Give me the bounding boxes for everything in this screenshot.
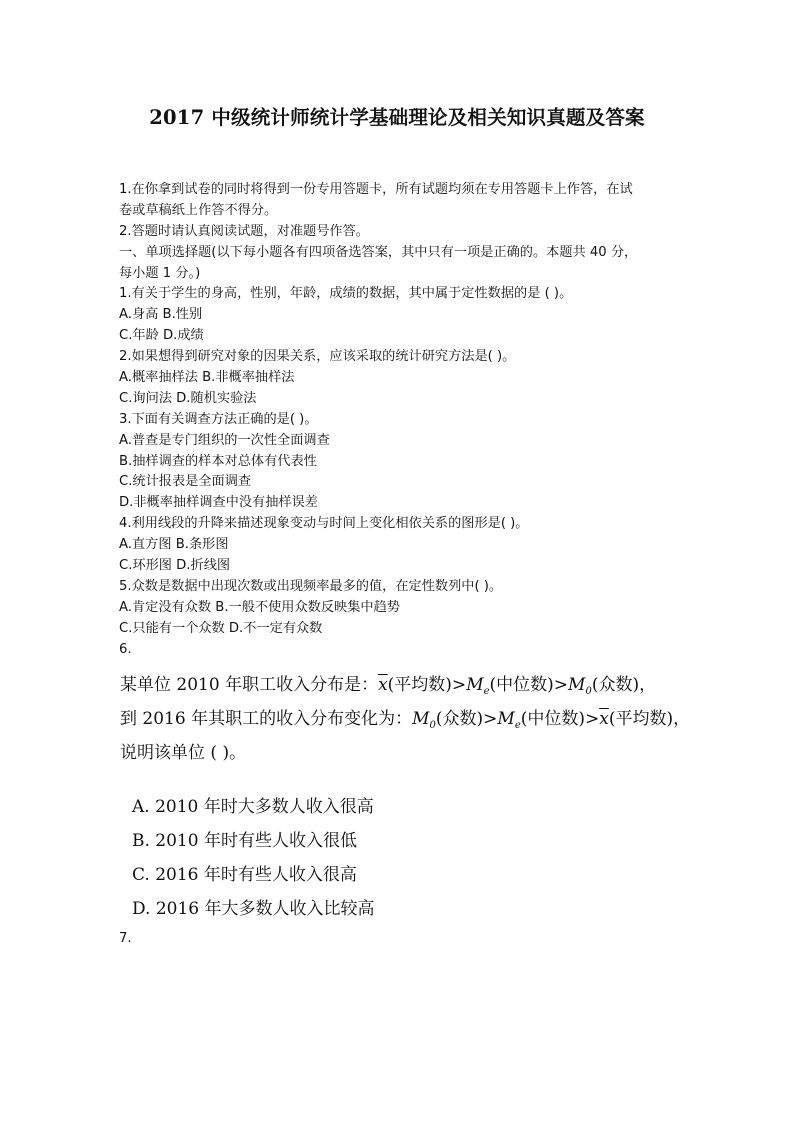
question-3-option-d: D.非概率抽样调查中没有抽样误差: [119, 495, 318, 511]
exam-instructions-and-questions: [119, 180, 699, 660]
question-4-options-ab: A.直方图 B.条形图: [119, 537, 229, 553]
text-line: 2.答题时请认真阅读试题，对准题号作答。: [119, 223, 369, 239]
mode-symbol: M: [568, 675, 586, 695]
mode-subscript: 0: [429, 720, 436, 731]
question-1: 1.有关于学生的身高，性别，年龄，成绩的数据，其中属于定性数据的是 ( )。: [119, 286, 573, 302]
question-3-option-b: B.抽样调查的样本对总体有代表性: [119, 453, 317, 469]
mean-symbol: $\overline{x}$: [378, 675, 388, 695]
question-5: 5.众数是数据中出现次数或出现频率最多的值，在定性数列中( )。: [119, 578, 503, 594]
question-5-options-ab: A.肯定没有众数 B.一般不使用众数反映集中趋势: [119, 599, 400, 615]
mean-label: (平均数)，: [608, 709, 691, 729]
question-6-option-a: A. 2010 年时大多数人收入很高: [132, 797, 374, 817]
question-7-number: 7.: [119, 931, 132, 946]
question-6-option-b: B. 2010 年时有些人收入很低: [132, 831, 357, 851]
question-3-option-a: A.普查是专门组织的一次性全面调查: [119, 432, 330, 448]
text-line: 1.在你拿到试卷的同时将得到一份专用答题卡，所有试题均须在专用答题卡上作答，在试: [119, 182, 633, 197]
question-2-options-ab: A.概率抽样法 B.非概率抽样法: [119, 370, 295, 386]
question-6-stem-line-1: [120, 668, 740, 702]
mode-subscript: 0: [585, 686, 592, 697]
mode-label: (众数)，: [591, 675, 657, 695]
text-line: 每小题 1 分。): [119, 265, 201, 281]
median-subscript: e: [514, 720, 521, 731]
question-6-number: 6.: [119, 641, 132, 657]
mode-label: (众数)>: [435, 709, 498, 729]
stem-text: 某单位 2010 年职工收入分布是：: [120, 675, 379, 695]
question-6-option-c: C. 2016 年时有些人收入很高: [132, 865, 357, 885]
median-symbol: M: [466, 675, 484, 695]
question-4: 4.利用线段的升降来描述现象变动与时间上变化相依关系的图形是( )。: [119, 516, 529, 532]
text-line: 卷或草稿纸上作答不得分。: [119, 202, 278, 218]
mean-symbol: $\overline{x}$: [599, 709, 609, 729]
question-2: 2.如果想得到研究对象的因果关系，应该采取的统计研究方法是( )。: [119, 349, 516, 365]
mode-symbol: M: [412, 709, 430, 729]
mean-label: (平均数)>: [387, 675, 467, 695]
question-3-option-c: C.统计报表是全面调查: [119, 474, 252, 490]
median-symbol: M: [497, 709, 515, 729]
median-label: (中位数)>: [520, 709, 600, 729]
median-subscript: e: [483, 686, 490, 697]
question-5-options-cd: C.只能有一个众数 D.不一定有众数: [119, 620, 323, 636]
stem-text: 到 2016 年其职工的收入分布变化为：: [120, 709, 413, 729]
section-heading: 一、单项选择题(以下每小题各有四项备选答案，其中只有一项是正确的。本题共 40 分，: [119, 244, 638, 260]
question-6-stem-line-2: [120, 702, 740, 736]
median-label: (中位数)>: [489, 675, 569, 695]
question-6-stem-line-3: 说明该单位 ( )。: [120, 743, 247, 763]
question-3: 3.下面有关调查方法正确的是( )。: [119, 411, 318, 427]
question-1-options-cd: C.年龄 D.成绩: [119, 328, 204, 344]
question-6-option-d: D. 2016 年大多数人收入比较高: [132, 899, 375, 919]
question-4-options-cd: C.环形图 D.折线图: [119, 558, 231, 574]
question-6-image-block: [120, 668, 740, 926]
page-title: 2017 中级统计师统计学基础理论及相关知识真题及答案: [149, 106, 645, 129]
question-1-options-ab: A.身高 B.性别: [119, 307, 203, 323]
question-2-options-cd: C.询问法 D.随机实验法: [119, 390, 257, 406]
